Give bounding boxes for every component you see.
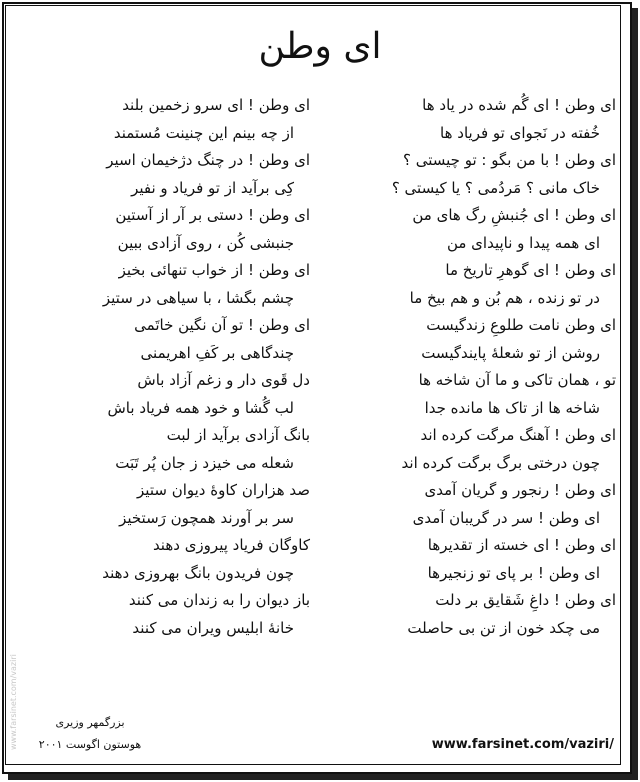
verse-line: ای وطن ! آهنگ مرگت کرده اند — [420, 426, 616, 444]
place-date: هوستون اگوست ۲۰۰۱ — [38, 738, 142, 751]
verse-line: ای وطن ! رنجور و گریان آمدی — [424, 481, 616, 499]
verse-line: ای وطن ! ای جُنبشِ رگ های من — [412, 206, 616, 224]
verse-line: شعله می خیزد ز جان پُر تَبَت — [115, 453, 294, 472]
verse-line: چون درختی برگ برگت کرده اند — [401, 453, 600, 472]
verse-line: چشم بگشا ، با سیاهی در ستیز — [102, 288, 294, 307]
verse-line: تو ، همان تاکی و ما آن شاخه ها — [418, 371, 616, 389]
verse-line: ای وطن ! دستی بر آر از آستین — [115, 206, 310, 224]
verse-line: باز دیوان را به زندان می کنند — [128, 591, 310, 609]
verse-line: لب گُشا و خود همه فریاد باش — [107, 398, 294, 417]
verse-line: چندگاهی بر کَفِ اهریمنی — [140, 343, 294, 362]
verse-line: در تو زنده ، هم بُن و هم بیخ ما — [409, 288, 600, 307]
verse-line: صد هزاران کاوهٔ دیوان ستیز — [137, 481, 310, 499]
verse-line: کاوگان فریاد پیروزی دهند — [152, 536, 310, 554]
verse-line: ای وطن ! بر پای تو زنجیرها — [427, 563, 600, 582]
author-signature: بزرگمهر وزیری — [55, 716, 125, 729]
verse-line: چون فریدون بانگ بهروزی دهند — [102, 563, 294, 582]
poem-column-left — [20, 92, 310, 642]
verse-line: ای وطن ! سر در گریبان آمدی — [412, 508, 600, 527]
verse-line: ای وطن ! از خواب تنهائی بخیز — [118, 261, 310, 279]
verse-line: ای وطن نامت طلوعِ زندگیست — [426, 316, 616, 334]
verse-line: سر بر آورند همچون رَستخیز — [119, 508, 294, 527]
verse-line: جنبشی کُن ، روی آزادی ببین — [117, 233, 294, 252]
frame-shadow-bottom — [8, 774, 638, 780]
poem-column-right — [316, 92, 616, 642]
poem-title: ای وطن — [258, 26, 382, 67]
verse-line: از چه بینم این چنینت مُستمند — [113, 123, 294, 142]
verse-line: ای وطن ! ای سرو زخمین بلند — [122, 96, 310, 114]
verse-line: می چکد خون از تن بی حاصلت — [407, 618, 600, 637]
frame-shadow-right — [632, 8, 638, 778]
verse-line: ای وطن ! داغِ شَقایق بر دلت — [435, 591, 616, 609]
verse-line: شاخه ها از تاک ها مانده جدا — [424, 398, 600, 417]
verse-line: ای وطن ! ای خسته از تقدیرها — [427, 536, 616, 554]
verse-line: خانهٔ ابلیس ویران می کنند — [132, 618, 294, 637]
verse-line: دل قَوی دار و زغم آزاد باش — [137, 371, 310, 389]
verse-line: ای همه پیدا و ناپیدای من — [446, 233, 600, 252]
verse-line: ای وطن ! تو آن نگین خاتَمی — [134, 316, 310, 334]
verse-line: ای وطن ! ای گوهرِ تاریخ ما — [445, 261, 616, 279]
verse-line: کِی برآید از تو فریاد و نفیر — [131, 178, 294, 197]
verse-line: خُفته در نَجوای تو فریاد ها — [440, 123, 600, 142]
verse-line: ای وطن ! ای گُم شده در یاد ها — [422, 96, 616, 114]
verse-line: روشن از تو شعلهٔ پایندگیست — [421, 343, 600, 362]
verse-line: ای وطن ! با من بگو : تو چیستی ؟ — [403, 151, 616, 169]
verse-line: بانگ آزادی برآید از لبت — [166, 426, 310, 444]
verse-line: ای وطن ! در چنگ دژخیمان اسیر — [106, 151, 310, 169]
side-watermark: www.farsinet.com/vaziri — [9, 654, 18, 750]
website-url[interactable]: www.farsinet.com/vaziri/ — [431, 737, 614, 752]
verse-line: خاک مانی ؟ مَردُمی ؟ یا کیستی ؟ — [391, 178, 600, 197]
